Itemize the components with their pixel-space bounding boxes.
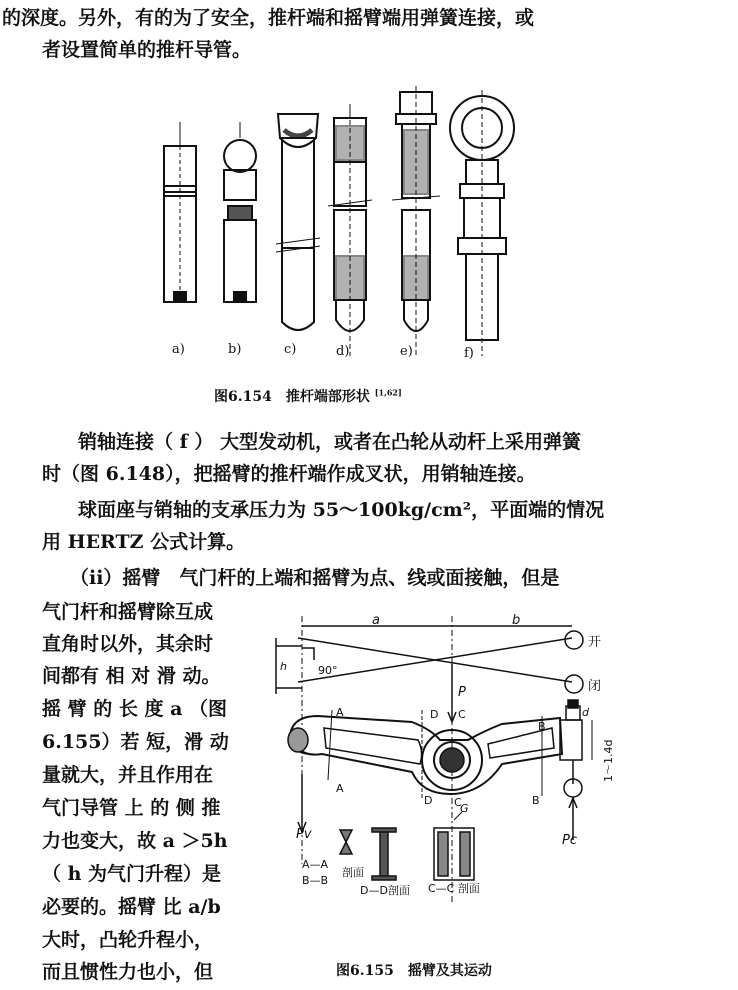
pushrod-end-b [224,122,256,302]
pushrod-end-a [164,122,196,302]
fig155-label-sec-bb: B—B [302,874,329,887]
left-col-2: 直角时以外，其余时 [42,633,214,655]
fig155-label-Pv: Pv [296,827,312,842]
fig154-label-e: e) [400,344,413,359]
fig155-label-A2: A [336,782,344,795]
fig155-label-A1: A [336,706,344,719]
fig155-label-C2: C [454,796,462,809]
fig155-label-sec-aa: A—A [302,858,329,871]
left-col-1: 气门杆和摇臂除互成 [42,601,214,623]
pushrod-end-f [450,90,514,356]
fig155-label-h: h [280,660,287,673]
left-col-3: 间都有 相 对 滑 动。 [42,665,221,687]
left-col-5: 6.155）若 短，滑 动 [42,731,229,753]
fig155-label-angle: 90° [318,664,338,677]
pushrod-end-d [328,104,372,356]
fig155-label-sec-cc: C—C 剖面 [428,882,480,895]
fig155-caption: 图6.155 摇臂及其运动 [336,963,492,979]
left-col-9: （ h 为气门升程）是 [42,863,222,885]
left-col-4: 摇 臂 的 长 度 a （图 [42,698,227,720]
para2-line-2: 用 HERTZ 公式计算。 [42,531,246,553]
fig154-label-b: b) [228,342,242,357]
fig155-label-closed: 闭 [588,679,602,694]
para2-line-1: 球面座与销轴的支承压力为 55～100kg/cm²，平面端的情况 [78,499,605,521]
left-col-12: 而且惯性力也小，但 [42,961,214,983]
fig155-label-b: b [512,613,521,628]
fig155-label-P: P [458,685,466,700]
fig155-label-G: G [460,802,469,815]
pushrod-end-c [276,114,320,330]
left-col-7: 气门导管 上 的 侧 推 [42,797,221,819]
fig154-label-d: d) [336,344,350,359]
left-col-11: 大时，凸轮升程小， [42,929,214,951]
para1-line-1: 销轴连接（ f ） 大型发动机，或者在凸轮从动杆上采用弹簧 [78,431,582,453]
fig154-label-f: f) [464,346,474,361]
fig155-label-C1: C [458,708,466,721]
top-line-1: 的深度。另外，有的为了安全，推杆端和摇臂端用弹簧连接，或 [2,7,535,29]
fig154-caption-text: 图6.154 推杆端部形状 [214,389,370,405]
left-col-10: 必要的。摇臂 比 a/b [42,896,221,918]
fig154-caption-ref: [1,62] [374,387,402,398]
fig154-label-a: a) [172,342,185,357]
para3: （ii）摇臂 气门杆的上端和摇臂为点、线或面接触，但是 [70,567,560,589]
fig155-label-a: a [372,613,380,628]
fig155-label-d: d [582,706,589,719]
fig155-label-open: 开 [588,635,602,650]
para1-line-2: 时（图 6.148），把摇臂的推杆端作成叉状，用销轴连接。 [42,463,536,485]
fig154-label-c: c) [284,342,297,357]
left-col-6: 量就大，并且作用在 [42,764,214,786]
top-line-2: 者设置简单的推杆导管。 [42,39,252,61]
fig154-caption [214,386,402,406]
fig155-label-D2: D [424,794,433,807]
figure-6-154 [140,86,560,376]
pushrod-end-e [392,86,440,356]
fig155-label-B1: B [538,720,546,733]
fig155-label-sec-dd: D—D剖面 [360,884,410,897]
fig155-label-dim: 1～1.4d [602,739,615,782]
figure-6-155 [262,604,638,904]
fig155-label-sec-ab: 剖面 [342,866,364,879]
fig155-label-B2: B [532,794,540,807]
fig155-label-D1: D [430,708,439,721]
fig155-label-Pc: Pc [562,833,577,848]
left-col-8: 力也变大，故 a ＞5h [42,830,228,852]
